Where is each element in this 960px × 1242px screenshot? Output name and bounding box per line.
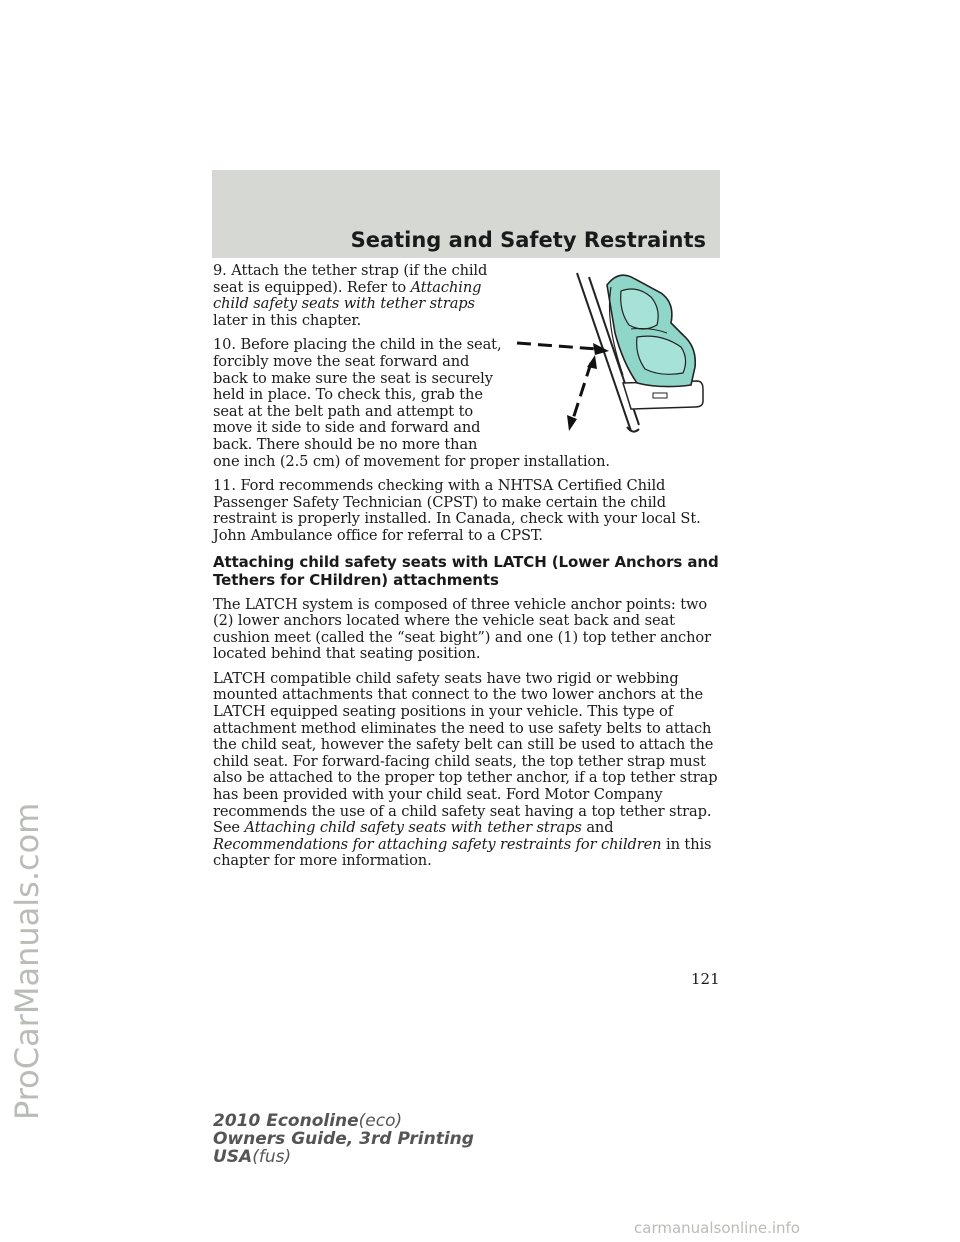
footer-line-model [213, 1112, 474, 1130]
step-9-reference: Attaching child safety seats with tether straps [213, 278, 482, 313]
side-arrow-head-top [587, 355, 597, 369]
footer-line-guide: Owners Guide, 3rd Printing [213, 1129, 474, 1149]
latch-paragraph-1: The LATCH system is composed of three vehicle anchor points: two (2) lower anchors located where the vehicle seat back and seat cushion meet (called the “seat bight”) and one (1) top tether anchor located behind that seating position. [213, 595, 711, 663]
latch-paragraph-2-text: LATCH compatible child safety seats have two rigid or webbing mounted attachments that connect to the two lower anchors at the LATCH equipped seating positions in your vehicle. This type of attachment method eliminates the need to use safety belts to attach the child seat, however the safety belt can still be used to attach the child seat. For forward-facing child seats, the top tether strap must also be attached to the proper top tether anchor, if a top tether strap has been provided with your child seat. Ford Motor Company recommends the use of a child safety seat having a top tether strap. See [213, 669, 718, 837]
latch-reference-tether: Attaching child safety seats with tether straps [244, 819, 582, 837]
forward-arrow-line [517, 343, 597, 349]
section-title: Seating and Safety Restraints [350, 228, 706, 252]
page-content [213, 263, 725, 878]
page-number: 121 [691, 970, 720, 988]
step-9-text: 9. Attach the tether strap (if the child seat is equipped). Refer to [213, 262, 488, 296]
child-seat-diagram [511, 263, 731, 438]
side-watermark: ProCarManuals.com [8, 802, 46, 1120]
footer-market-code: (fus) [252, 1147, 292, 1167]
section-header-band [212, 170, 720, 258]
side-arrow-head-bottom [567, 415, 577, 431]
latch-paragraph-2-tail: in this chapter for more information. [213, 835, 712, 870]
latch-paragraph-2 [213, 671, 725, 870]
latch-reference-recommendations: Recommendations for attaching safety restraints for children [213, 835, 662, 853]
step-10: 10. Before placing the child in the seat, forcibly move the seat forward and back to make sure the seat is securely held in place. To check this, grab the seat at the belt path and attempt to move it side to side and forward and back. There should be no more than one inch (2.5 cm) of movement for proper installation. [213, 336, 610, 470]
step-9-tail: later in this chapter. [213, 311, 362, 329]
document-footer [213, 1112, 474, 1166]
footer-market: USA [213, 1147, 253, 1167]
footer-line-market [213, 1148, 474, 1166]
bottom-watermark: carmanualsonline.info [634, 1219, 800, 1237]
side-arrow-line [573, 363, 591, 419]
child-seat-illustration [511, 263, 731, 438]
latch-paragraph-2-and: and [581, 819, 614, 837]
footer-model-code: (eco) [358, 1111, 403, 1131]
latch-heading: Attaching child safety seats with LATCH (Lower Anchors and Tethers for CHildren) attachments [213, 552, 719, 589]
step-11: 11. Ford recommends checking with a NHTSA Certified Child Passenger Safety Technician (CPST) to make certain the child restraint is properly installed. In Canada, check with your local St. John Ambulance office for referral to a CPST. [213, 477, 701, 544]
seat-frame-hook [627, 427, 639, 432]
belt-buckle [653, 393, 667, 398]
footer-model: 2010 Econoline [213, 1111, 359, 1131]
